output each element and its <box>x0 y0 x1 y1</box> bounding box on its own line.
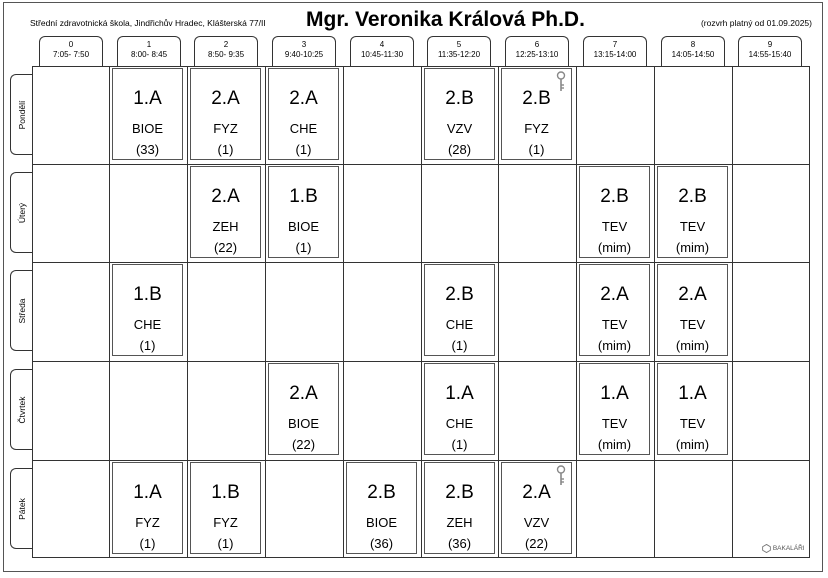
school-name: Střední zdravotnická škola, Jindřichův Hradec, Klášterská 77/II <box>30 18 266 28</box>
column-divider <box>421 66 422 558</box>
day-label-monday: Pondělí <box>10 74 32 155</box>
lesson-fri-1[interactable]: 1.A FYZ (1) <box>112 462 183 554</box>
day-label-thursday: Čtvrtek <box>10 369 32 450</box>
period-header-2: 2 8:50- 9:35 <box>194 36 258 66</box>
period-header-3: 3 9:40-10:25 <box>272 36 336 66</box>
column-divider <box>109 66 110 558</box>
column-divider <box>187 66 188 558</box>
column-divider <box>732 66 733 558</box>
lesson-fri-4[interactable]: 2.B BIOE (36) <box>346 462 417 554</box>
lesson-wed-7[interactable]: 2.A TEV (mim) <box>579 264 650 356</box>
teacher-name: Mgr. Veronika Králová Ph.D. <box>306 8 585 31</box>
lesson-mon-6[interactable]: 2.B FYZ (1) <box>501 68 572 160</box>
key-icon <box>555 71 567 93</box>
lesson-tue-2[interactable]: 2.A ZEH (22) <box>190 166 261 258</box>
bakalari-logo-icon <box>762 544 771 553</box>
day-label-wednesday: Středa <box>10 270 32 351</box>
period-header-4: 4 10:45-11:30 <box>350 36 414 66</box>
lesson-thu-3[interactable]: 2.A BIOE (22) <box>268 363 339 455</box>
period-header-9: 9 14:55-15:40 <box>738 36 802 66</box>
lesson-mon-5[interactable]: 2.B VZV (28) <box>424 68 495 160</box>
period-header-6: 6 12:25-13:10 <box>505 36 569 66</box>
column-divider <box>576 66 577 558</box>
lesson-tue-7[interactable]: 2.B TEV (mim) <box>579 166 650 258</box>
lesson-wed-1[interactable]: 1.B CHE (1) <box>112 264 183 356</box>
column-divider <box>265 66 266 558</box>
period-header-1: 1 8:00- 8:45 <box>117 36 181 66</box>
key-icon <box>555 465 567 487</box>
lesson-mon-1[interactable]: 1.A BIOE (33) <box>112 68 183 160</box>
lesson-mon-2[interactable]: 2.A FYZ (1) <box>190 68 261 160</box>
lesson-wed-8[interactable]: 2.A TEV (mim) <box>657 264 728 356</box>
period-header-8: 8 14:05-14:50 <box>661 36 725 66</box>
lesson-thu-5[interactable]: 1.A CHE (1) <box>424 363 495 455</box>
lesson-tue-8[interactable]: 2.B TEV (mim) <box>657 166 728 258</box>
lesson-thu-8[interactable]: 1.A TEV (mim) <box>657 363 728 455</box>
lesson-fri-6[interactable]: 2.A VZV (22) <box>501 462 572 554</box>
lesson-fri-2[interactable]: 1.B FYZ (1) <box>190 462 261 554</box>
period-header-7: 7 13:15-14:00 <box>583 36 647 66</box>
period-header-0: 0 7:05- 7:50 <box>39 36 103 66</box>
lesson-wed-5[interactable]: 2.B CHE (1) <box>424 264 495 356</box>
lesson-tue-3[interactable]: 1.B BIOE (1) <box>268 166 339 258</box>
validity-date: (rozvrh platný od 01.09.2025) <box>700 18 812 28</box>
day-label-tuesday: Úterý <box>10 172 32 253</box>
column-divider <box>343 66 344 558</box>
column-divider <box>654 66 655 558</box>
lesson-thu-7[interactable]: 1.A TEV (mim) <box>579 363 650 455</box>
brand-footer <box>762 544 805 553</box>
brand-name: BAKALÁŘI <box>772 545 805 553</box>
lesson-fri-5[interactable]: 2.B ZEH (36) <box>424 462 495 554</box>
lesson-mon-3[interactable]: 2.A CHE (1) <box>268 68 339 160</box>
period-header-5: 5 11:35-12:20 <box>427 36 491 66</box>
column-divider <box>498 66 499 558</box>
day-label-friday: Pátek <box>10 468 32 549</box>
